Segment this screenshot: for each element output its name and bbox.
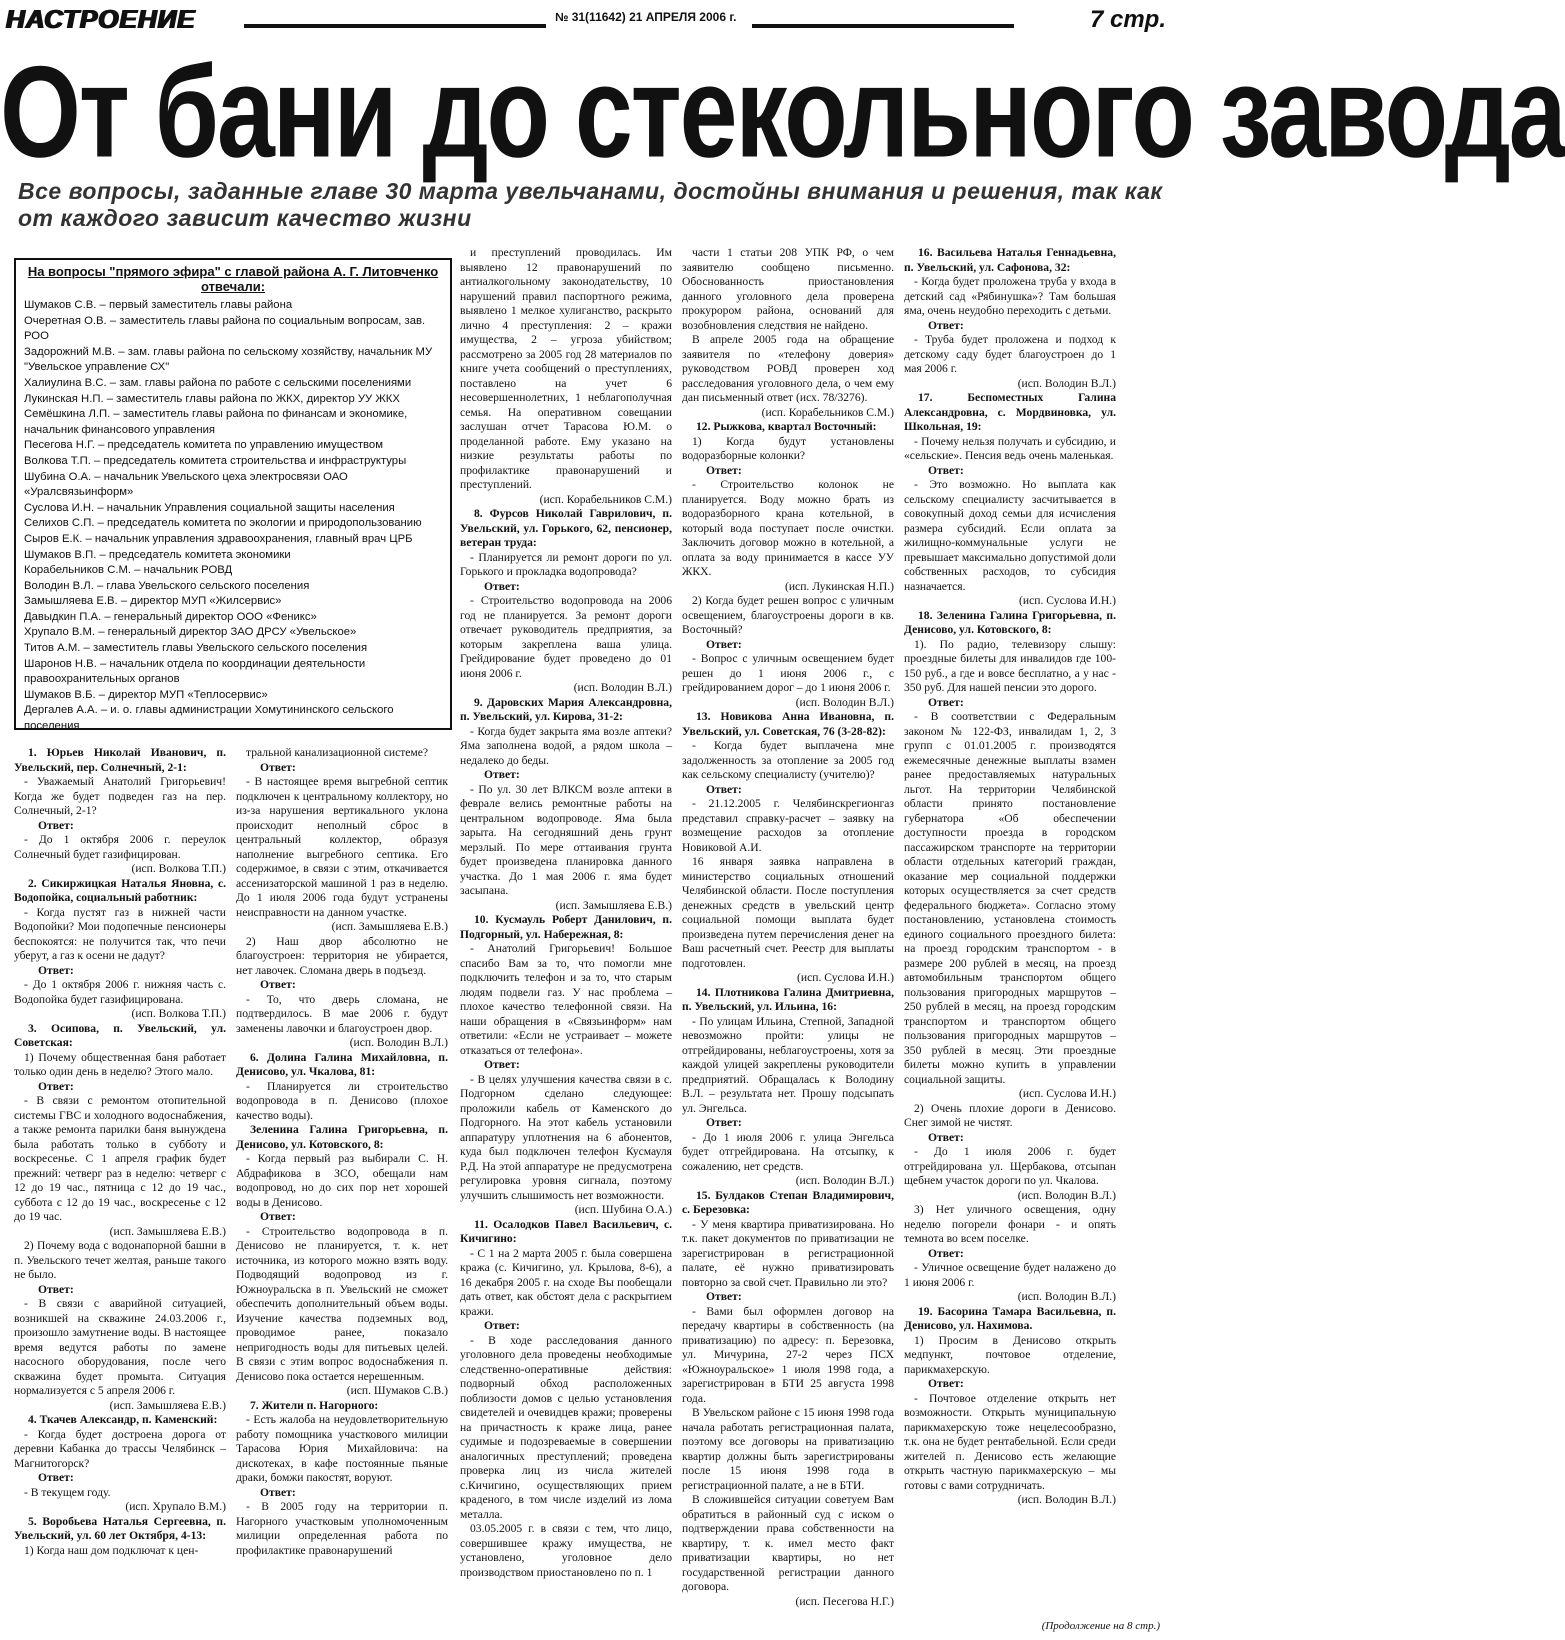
header-rule-right — [752, 24, 1014, 28]
answer-label: Ответ: — [928, 1130, 964, 1144]
answer-label: Ответ: — [706, 637, 742, 651]
paragraph: - До 1 октября 2006 г. переулок Солнечный будет газифицирован. — [14, 833, 226, 861]
question-heading: 17. Беспоместных Галина Александровна, с. Мордвиновка, ул. Школьная, 19: — [904, 391, 1116, 433]
paragraph: - Строительство водопровода на 2006 год не планируется. За ремонт дороги отвечает руководитель предприятия, за которым закреплена ваша улица. Грейдирование будет проведено до 01 июня 2006 г. — [460, 594, 672, 680]
answer-label: Ответ: — [484, 768, 520, 781]
answer-label: Ответ: — [706, 1116, 742, 1129]
issue-info: № 31(11642) 21 АПРЕЛЯ 2006 г. — [555, 10, 737, 24]
paragraph: - Строительство водопровода в п. Денисово не планируется, т. к. нет источника, из которого можно взять воду. Подводящий водопровод из г. Южноуральска в п. Увельский не сможет обеспечить дополнительный объем воды. Изучение качества подземных вод, проводимое ранее, показало непригодность воды для питьевых целей. В связи с этим вопрос водоснабжения п. Денисово пока остается нерешенным. — [236, 1224, 448, 1383]
paragraph: 2) Когда будет решен вопрос с уличным освещением, благоустроены дороги в кв. Восточный? — [682, 594, 894, 636]
respondent-item: Замышляева Е.В. – директор МУП «Жилсервис» — [24, 595, 282, 608]
answer-label: Ответ: — [260, 1210, 296, 1223]
respondent-item: Шумаков В.Б. – директор МУП «Теплосервис» — [24, 688, 268, 701]
paragraph: - Вами был оформлен договор на передачу квартиры в собственность (на приватизацию) по адресу: п. Березовка, ул. Мичурина, 27-2 через ПСХ «Южноуральское» 1 июля 1998 года, а зарегистрирован в БТИ 25 августа 1998 года. — [682, 1304, 894, 1405]
question-heading: 18. Зеленина Галина Григорьевна, п. Денисово, ул. Котовского, 8: — [904, 608, 1116, 636]
respondent-item: Хрупало В.М. – генеральный директор ЗАО ДРСУ «Увельское» — [24, 626, 357, 639]
respondent-item: Задорожний М.В. – зам. главы района по сельскому хозяйству, начальник МУ "Увельское управление СХ" — [24, 345, 433, 374]
respondent-item: Семёшкина Л.П. – заместитель главы района по финансам и экономике, начальник финансового управления — [24, 408, 408, 436]
question-heading: 16. Васильева Наталья Геннадьевна, п. Увельский, ул. Сафонова, 32: — [904, 246, 1116, 274]
respondents-list — [24, 298, 442, 735]
question-heading: 3. Осипова, п. Увельский, ул. Советская: — [14, 1021, 226, 1049]
question-heading: 15. Булдаков Степан Владимирович, с. Березовка: — [682, 1188, 894, 1216]
paragraph: - Вопрос с уличным освещением будет решен до 1 июня 2006 г., с грейдированием дорог – до 1 июня 2006 г. — [682, 652, 894, 694]
respondent-item: Селихов С.П. – председатель комитета по экологии и природопользованию — [24, 517, 422, 530]
answer-label: Ответ: — [38, 1471, 74, 1484]
paragraph: - По ул. 30 лет ВЛКСМ возле аптеки в феврале велись ремонтные работы на центральном водопроводе. Яма была зарыта. На сегодняшний день грунт мерзлый. По мере оттаивания грунта будет произведена планировка данного участка. До 1 мая 2006 г. яма будет засыпана. — [460, 782, 672, 897]
responder-credit: (исп. Лукинская Н.П.) — [784, 579, 894, 593]
responder-credit: (исп. Шумаков С.В.) — [346, 1384, 448, 1397]
paragraph: 1) Когда наш дом подключат к цен- — [24, 1543, 199, 1557]
paragraph: В апреле 2005 года на обращение заявителя по «телефону доверия» руководством РОВД проверен ход расследования уголовного дела, о чем ему дан письменный ответ (исх. 78/3276). — [682, 333, 894, 404]
paragraph: - Анатолий Григорьевич! Большое спасибо Вам за то, что помогли мне подключить телефон и за то, что старым людям подвели газ. У нас проблема – плохое качество телефонной связи. На наши обращения в «Связьинформ» нам ответили: «Если не устраивает – можете отказаться от телефона». — [460, 942, 672, 1057]
answer-label: Ответ: — [928, 1246, 964, 1260]
paragraph: - Когда будет закрыта яма возле аптеки? Яма заполнена водой, а рядом школа – недалеко до беды. — [460, 724, 672, 767]
responder-credit: (исп. Суслова И.Н.) — [797, 971, 894, 984]
respondents-title: На вопросы "прямого эфира" с главой района А. Г. Литовченко отвечали: — [27, 264, 439, 294]
paragraph: части 1 статьи 208 УПК РФ, о чем заявителю сообщено письменно. Обоснованность приостановления данного уголовного дела проверена прокурором района, оснований для возобновления следствия не найдено. — [682, 246, 894, 332]
respondent-item: Лукинская Н.П. – заместитель главы района по ЖКХ, директор УУ ЖКХ — [24, 392, 400, 405]
respondent-item: Шумаков С.В. – первый заместитель главы района — [24, 299, 293, 311]
responder-credit: (исп. Волкова Т.П.) — [131, 862, 226, 875]
paragraph: - У меня квартира приватизирована. Но т.к. пакет документов по приватизации не зарегистрирован в регистрационной палате, её нужно приватизировать повторно за свой счет. Правильно ли это? — [682, 1217, 894, 1289]
paragraph: - Планируется ли строительство водопровода в п. Денисово (плохое качество воды). — [236, 1079, 448, 1122]
responder-credit: (исп. Корабельников С.М.) — [539, 492, 672, 506]
question-heading: 6. Долина Галина Михайловна, п. Денисово, ул. Чкалова, 81: — [236, 1050, 448, 1078]
respondent-item: Дергалев А.А. – и. о. главы администрации Хомутининского сельского поселения — [24, 704, 394, 733]
question-heading: 2. Сикиржицкая Наталья Яновна, с. Водопойка, социальный работник: — [14, 876, 226, 904]
answer-label: Ответ: — [38, 1282, 74, 1296]
paragraph: - В соответствии с Федеральным законом № 122-ФЗ, инвалидам 1, 2, 3 групп с 01.01.2005 г. производятся ежемесячные денежные выплаты взамен ранее предоставляемых натуральных льгот. На территории Челябинской области принято постановление губернатора «Об обеспечении доступности проезда в городском пассажирском транспорте на территории области отдельных категорий граждан, оказание мер социальной поддержки которых осуществляется за счет средств федерального бюджета». Согласно этому постановлению, установлена стоимость единого социального проездного билета: на проезд городским транспортом - в размере 200 рублей в месяц, на проезд автомобильным транспортом общего пользования пригородных маршрутов – 250 рублей в месяц, на проезд городским транспортом и транспортом общего пользования пригородных маршрутов – 350 рублей в месяц. Эти проездные билеты можно купить в управлении социальной защиты. — [904, 710, 1116, 1086]
responder-credit: (исп. Замышляева Е.В.) — [331, 920, 448, 933]
paragraph: - Когда будет выплачена мне задолженность за отопление за 2005 год как сельскому специалисту (учителю)? — [682, 739, 894, 781]
answer-label: Ответ: — [928, 463, 964, 477]
question-heading: 12. Рыжкова, квартал Восточный: — [696, 420, 877, 433]
answer-label: Ответ: — [260, 760, 296, 774]
responder-credit: (исп. Волкова Т.П.) — [131, 1007, 226, 1020]
question-heading: 7. Жители п. Нагорного: — [250, 1398, 379, 1412]
question-heading: 1. Юрьев Николай Иванович, п. Увельский, пер. Солнечный, 2-1: — [14, 746, 226, 774]
responder-credit: (исп. Песегова Н.Г.) — [795, 1594, 894, 1608]
paragraph: - Почему нельзя получать и субсидию, и «сельские». Пенсия ведь очень маленькая. — [904, 434, 1116, 462]
responder-credit: (исп. Хрупало В.М.) — [125, 1500, 226, 1513]
paragraph: - 21.12.2005 г. Челябинскрегионгаз представил справку-расчет – заявку на возмещение расходов за отопление Новиковой А.И. — [682, 797, 894, 854]
responder-credit: (исп. Володин В.Л.) — [1017, 376, 1116, 390]
responder-credit: (исп. Корабельников С.М.) — [761, 405, 894, 419]
paragraph: - Когда будет достроена дорога от деревни Кабанка до трассы Челябинск – Магнитогорск? — [14, 1427, 226, 1470]
column-3 — [460, 246, 672, 1636]
column-2 — [236, 746, 448, 1636]
responder-credit: (исп. Шубина О.А.) — [574, 1203, 672, 1216]
paragraph: - Строительство колонок не планируется. Воду можно брать из водоразборного крана котельной, в который вода поступает после очистки. Заключить договор можно в котельной, а оплата за воду принимается в кассе УУ ЖКХ. — [682, 478, 894, 578]
respondent-item: Шаронов Н.В. – начальник отдела по координации деятельности правоохранительных органов — [24, 657, 366, 686]
paragraph: 1). По радио, телевизору слышу: проездные билеты для инвалидов где 100-150 руб., а где и вовсе бесплатно, а у нас - 350 руб. Для нашей пенсии это дорого. — [904, 637, 1116, 694]
paragraph: - По улицам Ильина, Степной, Западной невозможно пройти: улицы не отгрейдированы, неблагоустроены, хотя за каждой улицей закреплены руководители предприятий. Обращалась к Володину В.Л. – результата нет. Прошу подсыпать ул. Энгельса. — [682, 1014, 894, 1115]
paragraph: 1) Когда будут установлены водоразборные колонки? — [682, 434, 894, 462]
responder-credit: (исп. Володин В.Л.) — [1017, 1290, 1116, 1303]
paragraph: В сложившейся ситуации советуем Вам обратиться в районный суд с иском о подтверждении права собственности на квартиру, т. к. имел место факт приватизации квартиры, но нет государственной регистрации данного договора. — [682, 1493, 894, 1593]
question-heading: 4. Ткачев Александр, п. Каменский: — [28, 1413, 218, 1426]
paragraph: 1) Почему общественная баня работает только один день в неделю? Этого мало. — [14, 1050, 226, 1078]
answer-label: Ответ: — [484, 1319, 520, 1332]
paragraph: - Когда будет проложена труба у входа в детский сад «Рябинушка»? Там большая яма, очень неудобно переходить с детьми. — [904, 275, 1116, 317]
paragraph: - До 1 июля 2006 г. будет отгрейдирована ул. Щербакова, отсыпан щебнем участок дороги по ул. Чкалова. — [904, 1145, 1116, 1187]
question-heading: 5. Воробьева Наталья Сергеевна, п. Увельский, ул. 60 лет Октября, 4-13: — [14, 1514, 226, 1542]
paragraph: - В текущем году. — [24, 1485, 111, 1499]
section-title: НАСТРОЕНИЕ — [6, 4, 196, 34]
respondent-item: Давыдкин П.А. – генеральный директор ООО «Феникс» — [24, 610, 317, 623]
paragraph: - Почтовое отделение открыть нет возможности. Открыть муниципальную парикмахерскую тоже нецелесообразно, т.к. она не будет рентабельной. Если среди жителей п. Денисово есть желающие открыть частную парикмахерскую – мы готовы с вами сотрудничать. — [904, 1391, 1116, 1492]
respondent-item: Халиулина В.С. – зам. главы района по работе с сельскими поселениями — [24, 376, 412, 389]
respondent-item: Суслова И.Н. – начальник Управления социальной защиты населения — [24, 501, 395, 514]
responder-credit: (исп. Володин В.Л.) — [349, 1036, 448, 1049]
paragraph: - То, что дверь сломана, не подтвердилось. В мае 2006 г. будут заменены лавочки и благоустроен двор. — [236, 992, 448, 1035]
question-heading: 13. Новикова Анна Ивановна, п. Увельский, ул. Советская, 76 (3-28-82): — [682, 710, 894, 738]
respondent-item: Титов А.М. – заместитель главы Увельского сельского поселения — [24, 642, 368, 655]
answer-label: Ответ: — [484, 579, 520, 593]
responder-credit: (исп. Володин В.Л.) — [1017, 1493, 1116, 1506]
page-header — [0, 0, 1174, 42]
paragraph: тральной канализационной системе? — [246, 746, 429, 759]
paragraph: - В связи с аварийной ситуацией, возникшей на скважине 24.03.2006 г., произошло замутнение воды. В настоящее время ведутся работы по замене насосного оборудования, после чего скважина будет промыта. Ситуация нормализуется с 5 апреля 2006 г. — [14, 1297, 226, 1397]
answer-label: Ответ: — [928, 695, 964, 709]
column-1 — [14, 746, 226, 1636]
question-heading: 9. Даровских Мария Александровна, п. Увельский, ул. Кирова, 31-2: — [460, 695, 672, 723]
answer-label: Ответ: — [260, 978, 296, 991]
responder-credit: (исп. Суслова И.Н.) — [1019, 594, 1116, 607]
answer-label: Ответ: — [928, 1377, 964, 1390]
paragraph: 2) Наш двор абсолютно не благоустроен: территория не убирается, нет лавочек. Сломана дверь в подъезд. — [236, 934, 448, 977]
answer-label: Ответ: — [38, 1079, 74, 1093]
question-heading: Зеленина Галина Григорьевна, п. Денисово, ул. Котовского, 8: — [236, 1123, 448, 1151]
continued-note: (Продолжение на 8 стр.) — [1041, 1620, 1160, 1632]
subheadline: Все вопросы, заданные главе 30 марта увельчанами, достойны внимания и решения, так как от каждого зависит качество жизни — [18, 178, 1163, 231]
paragraph: - До 1 октября 2006 г. нижняя часть с. Водопойка будет газифицирована. — [14, 978, 226, 1006]
respondent-item: Корабельников С.М. – начальник РОВД — [24, 564, 233, 577]
paragraph: В Увельском районе с 15 июня 1998 года начала работать регистрационная палата, поэтому все договоры на приватизацию квартир должны быть зарегистрированы после 15 июня 1998 года в регистрационной палате, а не в БТИ. — [682, 1406, 894, 1492]
responder-credit: (исп. Замышляева Е.В.) — [109, 1398, 226, 1412]
paragraph: 16 января заявка направлена в министерство социальных отношений Челябинской области. После поступления денежных средств в увельский центр социальной помощи выплата будет произведена путем перечисления денег на Ваш расчетный счет. Реестр для выплаты подготовлен. — [682, 855, 894, 970]
paragraph: 2) Очень плохие дороги в Денисово. Снег зимой не чистят. — [904, 1101, 1116, 1129]
respondent-item: Володин В.Л. – глава Увельского сельского поселения — [24, 579, 310, 592]
answer-label: Ответ: — [706, 463, 742, 477]
respondent-item: Очеретная О.В. – заместитель главы района по социальным вопросам, зав. РОО — [24, 314, 426, 343]
paragraph: - Уличное освещение будет налажено до 1 июня 2006 г. — [904, 1261, 1116, 1289]
question-heading: 19. Басорина Тамара Васильевна, п. Денисово, ул. Нахимова. — [904, 1304, 1116, 1332]
paragraph: - В настоящее время выгребной септик подключен к центральному коллектору, но из-за нарушения вертикального уклона происходит неполный сброс в центральный коллектор, образуя наполнение выгребного септика. Его содержимое, в связи с этим, откачивается ассенизаторской машиной 1 раз в неделю. До 1 июля 2006 года будут устранены неисправности на данном участке. — [236, 775, 448, 919]
responder-credit: (исп. Володин В.Л.) — [1017, 1188, 1116, 1202]
paragraph: - Это возможно. Но выплата как сельскому специалисту засчитывается в совокупный доход семьи для исчисления размера субсидий. Если оплата за жилищно-коммунальные услуги не превышает максимально допустимой доли собственных расходов, то субсидия назначается. — [904, 478, 1116, 593]
respondents-box — [14, 258, 452, 733]
answer-label: Ответ: — [928, 318, 964, 332]
paragraph: 03.05.2005 г. в связи с тем, что лицо, совершившее кражу имущества, не установлено, уголовное дело производством приостановлено по п. 1 — [460, 1522, 672, 1579]
paragraph: - Уважаемый Анатолий Григорьевич! Когда же будет подведен газ на пер. Солнечный, 2-1? — [14, 775, 226, 817]
page-number: 7 стр. — [1089, 6, 1166, 33]
responder-credit: (исп. Суслова И.Н.) — [1019, 1087, 1116, 1100]
question-heading: 10. Кусмауль Роберт Данилович, п. Подгорный, ул. Набережная, 8: — [460, 913, 672, 941]
respondent-item: Шумаков В.П. – председатель комитета экономики — [24, 548, 291, 561]
answer-label: Ответ: — [38, 963, 74, 977]
paragraph: - В 2005 году на территории п. Нагорного участковым уполномоченным милиции определенная работа по профилактике правонарушений — [236, 1500, 448, 1557]
responder-credit: (исп. Володин В.Л.) — [795, 1174, 894, 1187]
answer-label: Ответ: — [706, 1290, 742, 1303]
respondent-item: Сыров Е.К. – начальник управления здравоохранения, главный врач ЦРБ — [24, 532, 413, 545]
header-rule-left — [244, 24, 546, 28]
paragraph: - До 1 июля 2006 г. улица Энгельса будет отгрейдирована. На отсыпку, к сожалению, нет средств. — [682, 1130, 894, 1173]
responder-credit: (исп. Володин В.Л.) — [573, 681, 672, 694]
paragraph: - В целях улучшения качества связи в с. Подгорном сделано следующее: проложили кабель от Каменского до Подгорного. На этот кабель установили аппаратуру уплотнения на 6 абонентов, куда был подключен телефон Кусмауля Р.Д. На этой аппаратуре не предусмотрена регулировка уровня сигнала, поэтому улучшить слышимость нет возможности. — [460, 1072, 672, 1202]
paragraph: - С 1 на 2 марта 2005 г. была совершена кража (с. Кичигино, ул. Крылова, 8-6), а 16 декабря 2005 г. на сходе Вы пообещали дать ответ, как обстоят дела с раскрытием кражи. — [460, 1246, 672, 1318]
responder-credit: (исп. Володин В.Л.) — [795, 695, 894, 709]
paragraph: и преступлений проводилась. Им выявлено 12 правонарушений по антиалкогольному законодательству, 10 нарушений правил паспортного режима, выявлено 1 мелкое хулиганство, раскрыто лично 4 преступления: 2 – кражи имущества, 2 – угроза убийством; рассмотрено за 2005 год 28 материалов по книге учета сообщений о преступлениях, поставлено на учет 6 несовершеннолетних, 1 неблагополучная семья. На оперативном совещании заслушан отчет Тарасова Ю.М. о проделанной работе. Ему указано на низкие результаты работы по профилактике правонарушений и преступлений. — [460, 246, 672, 491]
paragraph: - В связи с ремонтом отопительной системы ГВС и холодного водоснабжения, а также ремонта парилки баня вынуждена была работать только в субботу и воскресенье. С 1 апреля график будет прежний: четверг раз в неделю: четверг с 12 до 19 час., пятница с 12 до 19 час., суббота с 12 до 19 час., воскресенье с 12 до 19 час. — [14, 1094, 226, 1223]
paragraph: - Труба будет проложена и подход к детскому саду будет благоустроен до 1 мая 2006 г. — [904, 333, 1116, 375]
answer-label: Ответ: — [260, 1485, 296, 1499]
column-4 — [682, 246, 894, 1636]
column-5 — [904, 246, 1116, 1626]
paragraph: - В ходе расследования данного уголовного дела проведены необходимые следственно-оперативные действия: подворный обход расположенных поблизости домов с целью установления свидетелей и очевидцев кражи; проверены на причастность к краже лица, ранее судимые и подозреваемые в совершении аналогичных преступлений; проведена проверка лиц из числа жителей с.Кичигино, осуществляющих прием краденого, в том числе изделий из лома металла. — [460, 1333, 672, 1521]
paragraph: - Есть жалоба на неудовлетворительную работу помощника участкового милиции Тарасова Юрия Михайловича: на дискотеках, в кафе постоянные пьяные драки, бомжи пакостят, воруют. — [236, 1413, 448, 1484]
question-heading: 8. Фурсов Николай Гаврилович, п. Увельский, ул. Горького, 62, пенсионер, ветеран труда: — [460, 507, 672, 549]
paragraph: - Планируется ли ремонт дороги по ул. Горького и прокладка водопровода? — [460, 550, 672, 578]
paragraph: 3) Нет уличного освещения, одну неделю погорели фонари - и опять темнота во всем поселке. — [904, 1203, 1116, 1245]
respondent-item: Волкова Т.П. – председатель комитета строительства и инфраструктуры — [24, 454, 407, 467]
responder-credit: (исп. Замышляева Е.В.) — [555, 898, 672, 912]
paragraph: - Когда пустят газ в нижней части Водопойки? Мои подопечные пенсионеры беспокоятся: не получится так, что печи уберут, а газ к осени не дадут? — [14, 905, 226, 962]
answer-label: Ответ: — [38, 818, 74, 832]
question-heading: 11. Осалодков Павел Васильевич, с. Кичигино: — [460, 1217, 672, 1245]
respondent-item: Шубина О.А. – начальник Увельского цеха электросвязи ОАО «Уралсвязьинформ» — [24, 470, 348, 499]
answer-label: Ответ: — [706, 782, 742, 796]
headline: От бани до стекольного завода — [0, 40, 1565, 186]
responder-credit: (исп. Замышляева Е.В.) — [109, 1224, 226, 1238]
question-heading: 14. Плотникова Галина Дмитриевна, п. Увельский, ул. Ильина, 16: — [682, 985, 894, 1013]
respondent-item: Песегова Н.Г. – председатель комитета по управлению имуществом — [24, 439, 383, 452]
paragraph: - Когда первый раз выбирали С. Н. Абдрафикова в ЗСО, обещали нам водопровод, но до сих пор нет хорошей воды в Денисово. — [236, 1152, 448, 1209]
answer-label: Ответ: — [484, 1058, 520, 1071]
paragraph: 2) Почему вода с водонапорной башни в п. Увельского течет желтая, раньше такого не было. — [14, 1239, 226, 1281]
paragraph: 1) Просим в Денисово открыть медпункт, почтовое отделение, парикмахерскую. — [904, 1333, 1116, 1376]
